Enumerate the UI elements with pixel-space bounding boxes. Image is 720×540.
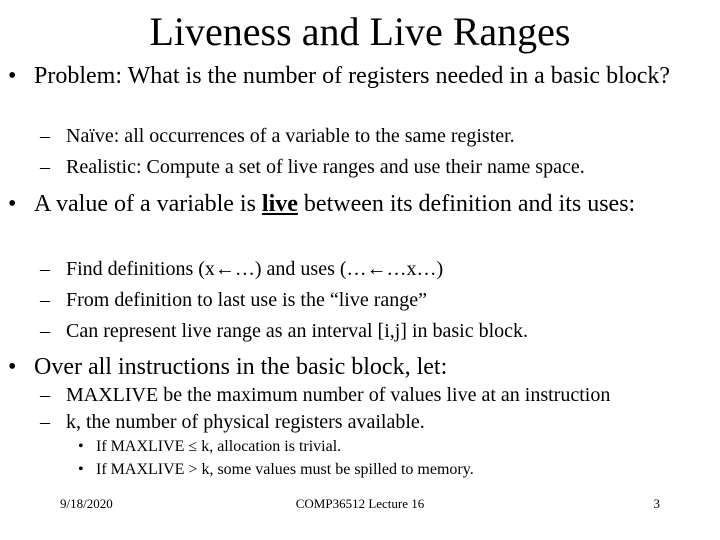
- bullet-2-sub-3: [40, 319, 706, 343]
- dash-marker: –: [40, 411, 50, 433]
- dash-marker: –: [40, 384, 50, 406]
- bullet-3-sub-1: [40, 383, 706, 407]
- bullet-1-sub-1-text: Naïve: all occurrences of a variable to the same register.: [66, 125, 515, 147]
- bullet-2-sub-1-text: Find definitions (x←…) and uses (…←…x…): [66, 258, 444, 280]
- bullet-marker: •: [8, 354, 17, 380]
- bullet-2-sub-1: [40, 257, 706, 281]
- bullet-2-sub-2: [40, 288, 706, 312]
- bullet-marker: •: [78, 438, 84, 455]
- bullet-3-sub-2: [40, 410, 706, 434]
- bullet-3-subsub-2-text: If MAXLIVE > k, some values must be spilled to memory.: [96, 461, 474, 478]
- bullet-3-sub-2-text: k, the number of physical registers available.: [66, 411, 425, 433]
- bullet-1-sub-2: [40, 155, 706, 179]
- bullet-3-subsub-1-text: If MAXLIVE ≤ k, allocation is trivial.: [96, 438, 342, 455]
- bullet-2-sub-3-text: Can represent live range as an interval [i,j] in basic block.: [66, 320, 529, 342]
- bullet-3: [8, 353, 694, 382]
- footer-page-number: 3: [653, 496, 660, 511]
- bullet-3-subsub-2: [78, 460, 696, 480]
- dash-marker: –: [40, 289, 50, 311]
- bullet-2: [8, 190, 694, 219]
- bullet-2-sub-2-text: From definition to last use is the “live range”: [66, 289, 428, 311]
- bullet-2-text: [34, 190, 694, 219]
- bullet-3-text: Over all instructions in the basic block, let:: [34, 354, 448, 380]
- dash-marker: –: [40, 320, 50, 342]
- bullet-1: [8, 62, 694, 91]
- dash-marker: –: [40, 125, 50, 147]
- dash-marker: –: [40, 156, 50, 178]
- bullet-2-text-after: between its definition and its uses:: [297, 191, 636, 217]
- footer-date: 9/18/2020: [60, 496, 113, 511]
- bullet-1-sub-2-text: Realistic: Compute a set of live ranges and use their name space.: [66, 156, 585, 178]
- slide-title: Liveness and Live Ranges: [149, 9, 571, 54]
- bullet-3-subsub-1: [78, 437, 696, 457]
- bullet-marker: •: [8, 191, 17, 217]
- bullet-1-sub-1: [40, 124, 706, 148]
- live-emphasis: live: [261, 191, 298, 217]
- dash-marker: –: [40, 258, 50, 280]
- bullet-3-sub-1-text: MAXLIVE be the maximum number of values live at an instruction: [66, 384, 611, 406]
- bullet-marker: •: [78, 461, 84, 478]
- bullet-2-text-before: A value of a variable is: [34, 191, 262, 217]
- bullet-1-text: Problem: What is the number of registers needed in a basic block?: [34, 63, 671, 89]
- bullet-marker: •: [8, 63, 17, 89]
- footer-course: COMP36512 Lecture 16: [295, 496, 425, 511]
